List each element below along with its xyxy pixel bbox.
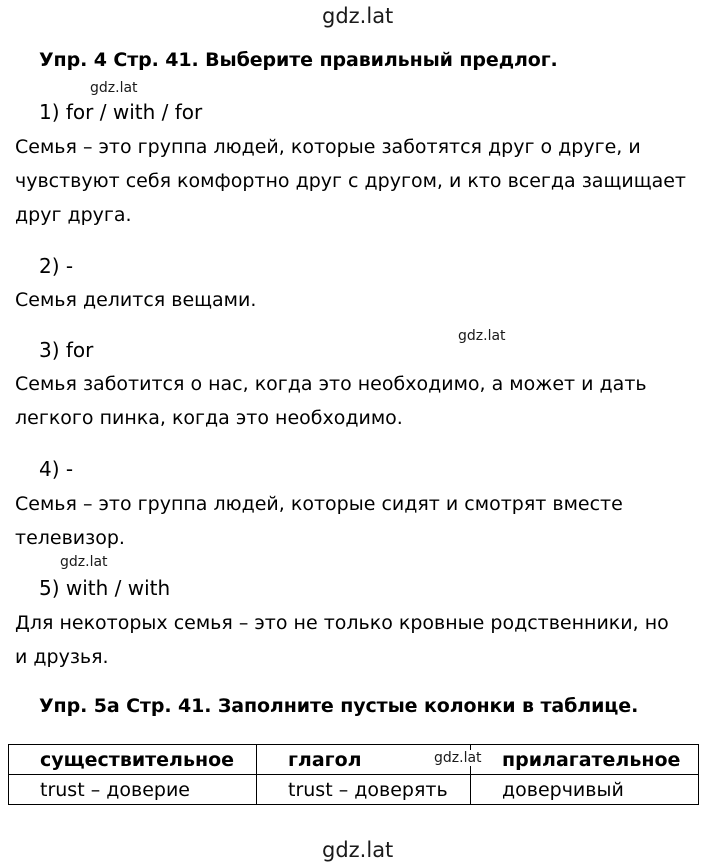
watermark: gdz.lat [458, 328, 506, 344]
text-line: Для некоторых семья – это не только кровные родственники, но [15, 612, 669, 634]
word-forms-table [8, 744, 699, 805]
answer-1: 1) for / with / for [39, 100, 203, 124]
exercise-4-heading: Упр. 4 Стр. 41. Выберите правильный предлог. [39, 49, 558, 71]
text-line: и друзья. [15, 646, 109, 668]
answer-2: 2) - [39, 254, 74, 278]
answer-5: 5) with / with [39, 576, 171, 600]
table-row [9, 775, 699, 805]
translation-2 [15, 283, 705, 317]
cell-noun: trust – доверие [9, 775, 257, 805]
answer-4: 4) - [39, 457, 74, 481]
watermark: gdz.lat [60, 554, 108, 570]
header-adjective: прилагательное [471, 745, 699, 775]
text-line: Семья заботится о нас, когда это необходимо, а может и дать [15, 373, 647, 395]
text-line: телевизор. [15, 527, 125, 549]
translation-5 [15, 606, 705, 674]
text-line: друг друга. [15, 204, 132, 226]
text-line: легкого пинка, когда это необходимо. [15, 407, 403, 429]
watermark: gdz.lat [434, 750, 482, 766]
table-header-row [9, 745, 699, 775]
text-line: Семья делится вещами. [15, 289, 257, 311]
text-line: чувствуют себя комфортно друг с другом, и кто всегда защищает [15, 170, 686, 192]
text-line: Семья – это группа людей, которые заботятся друг о друге, и [15, 136, 641, 158]
text-line: Семья – это группа людей, которые сидят и смотрят вместе [15, 493, 623, 515]
translation-3 [15, 367, 705, 435]
header-verb: глагол [257, 745, 471, 775]
watermark-top: gdz.lat [322, 4, 394, 28]
watermark-bottom: gdz.lat [322, 838, 394, 862]
cell-verb: trust – доверять [257, 775, 471, 805]
answer-3: 3) for [39, 338, 94, 362]
watermark: gdz.lat [90, 80, 138, 96]
header-noun: существительное [9, 745, 257, 775]
exercise-5a-heading: Упр. 5а Стр. 41. Заполните пустые колонки в таблице. [39, 695, 639, 717]
translation-1 [15, 130, 705, 232]
cell-adjective: доверчивый [471, 775, 699, 805]
translation-4 [15, 487, 705, 555]
